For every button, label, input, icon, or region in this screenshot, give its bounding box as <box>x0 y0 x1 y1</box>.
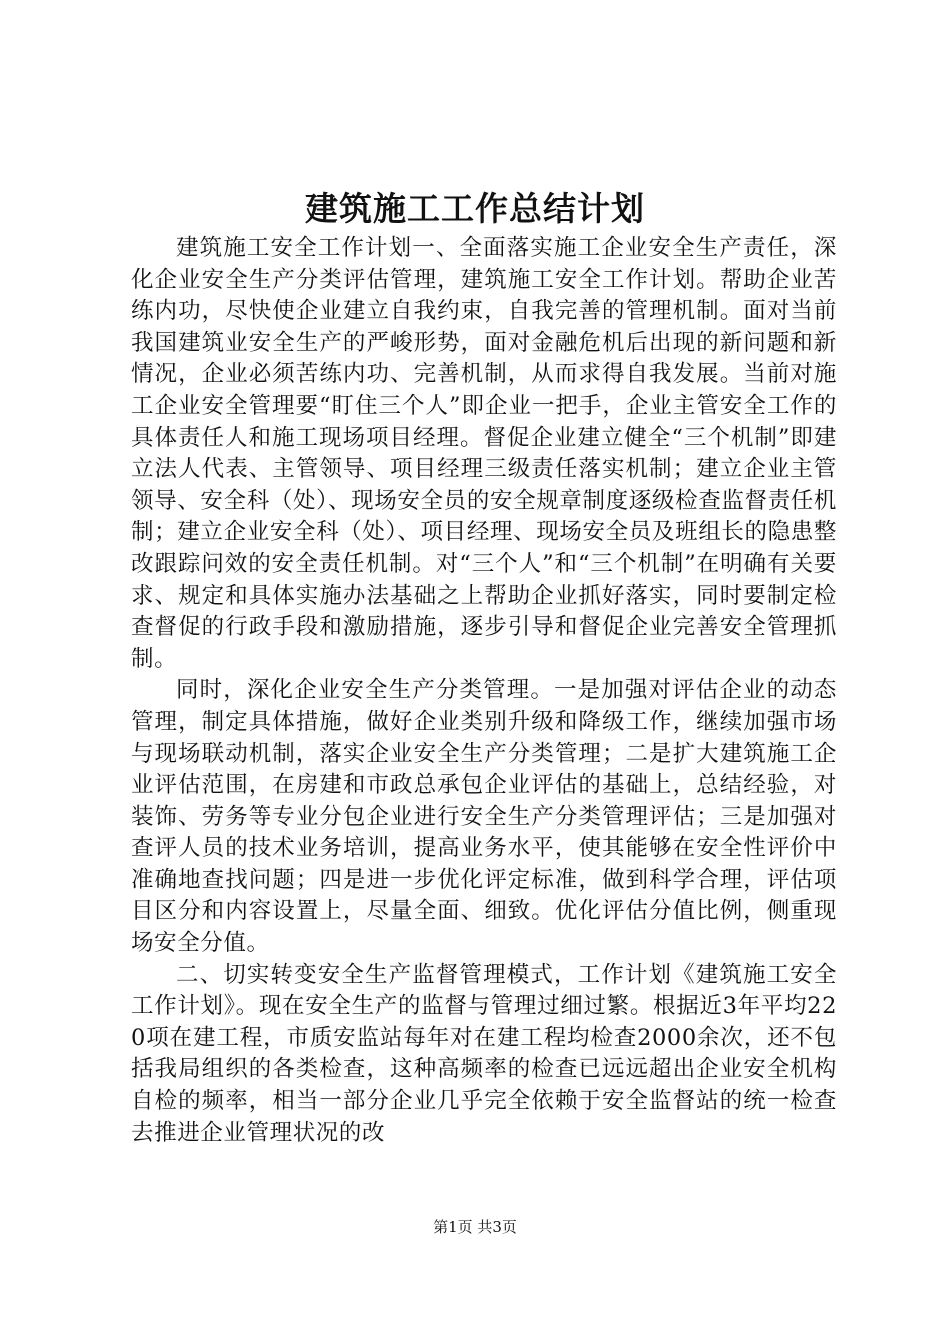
paragraph-2: 同时，深化企业安全生产分类管理。一是加强对评估企业的动态管理，制定具体措施，做好企业类别升级和降级工作，继续加强市场与现场联动机制，落实企业安全生产分类管理；二是扩大建筑施工企业评估范围，在房建和市政总承包企业评估的基础上，总结经验，对装饰、劳务等专业分包企业进行安全生产分类管理评估；三是加强对查评人员的技术业务培训，提高业务水平，使其能够在安全性评价中准确地查找问题；四是进一步优化评定标准，做到科学合理，评估项目区分和内容设置上，尽量全面、细致。优化评估分值比例，侧重现场安全分值。 <box>131 677 837 957</box>
document-body <box>131 233 837 1149</box>
page-footer: 第1页 共3页 <box>433 1218 517 1236</box>
document-title: 建筑施工工作总结计划 <box>305 189 645 228</box>
paragraph-1: 建筑施工安全工作计划一、全面落实施工企业安全生产责任，深化企业安全生产分类评估管理，建筑施工安全工作计划。帮助企业苦练内功，尽快使企业建立自我约束，自我完善的管理机制。面对当前我国建筑业安全生产的严峻形势，面对金融危机后出现的新问题和新情况，企业必须苦练内功、完善机制，从而求得自我发展。当前对施工企业安全管理要“盯住三个人”即企业一把手，企业主管安全工作的具体责任人和施工现场项目经理。督促企业建立健全“三个机制”即建立法人代表、主管领导、项目经理三级责任落实机制；建立企业主管领导、安全科（处）、现场安全员的安全规章制度逐级检查监督责任机制；建立企业安全科（处）、项目经理、现场安全员及班组长的隐患整改跟踪问效的安全责任机制。对“三个人”和“三个机制”在明确有关要求、规定和具体实施办法基础之上帮助企业抓好落实，同时要制定检查督促的行政手段和激励措施，逐步引导和督促企业完善安全管理抓制。 <box>131 235 837 672</box>
paragraph-3: 二、切实转变安全生产监督管理模式，工作计划《建筑施工安全工作计划》。现在安全生产的监督与管理过细过繁。根据近3年平均220项在建工程，市质安监站每年对在建工程均检查2000余次，还不包括我局组织的各类检查，这种高频率的检查已远远超出企业安全机构自检的频率，相当一部分企业几乎完全依赖于安全监督站的统一检查去推进企业管理状况的改 <box>131 961 837 1146</box>
